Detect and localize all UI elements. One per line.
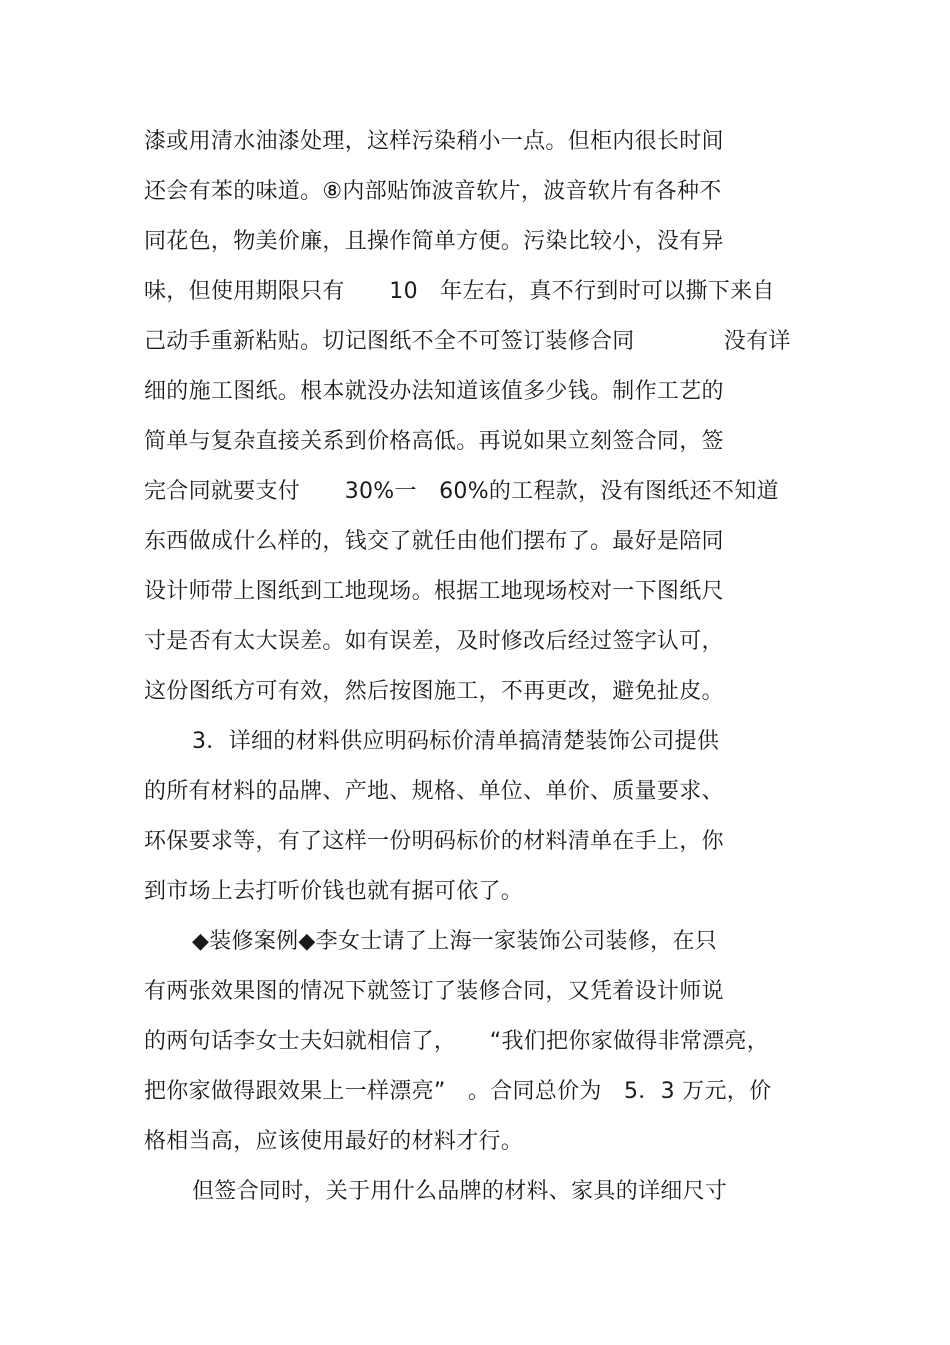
text-line: 的所有材料的品牌、产地、规格、单位、单价、质量要求、 [144,779,724,804]
paragraph-start-line: 3．详细的材料供应明码标价清单搞清楚装饰公司提供 [192,729,720,754]
text-line: 把你家做得跟效果上一样漂亮” 。合同总价为 5．3 万元，价 [144,1079,772,1104]
text-line: 完合同就要支付 30%一 60%的工程款，没有图纸还不知道 [144,479,779,504]
text-line: 己动手重新粘贴。切记图纸不全不可签订装修合同 没有详 [144,329,791,354]
text-line: 寸是否有太大误差。如有误差，及时修改后经过签字认可， [144,629,724,654]
text-line: 同花色，物美价廉，且操作简单方便。污染比较小，没有异 [144,229,724,254]
text-line: 漆或用清水油漆处理，这样污染稍小一点。但柜内很长时间 [144,129,724,154]
text-line: 环保要求等，有了这样一份明码标价的材料清单在手上，你 [144,829,724,854]
paragraph-start-line: ◆装修案例◆李女士请了上海一家装饰公司装修，在只 [192,929,718,954]
text-line: 的两句话李女士夫妇就相信了， “我们把你家做得非常漂亮， [144,1029,770,1054]
text-line: 细的施工图纸。根本就没办法知道该值多少钱。制作工艺的 [144,379,724,404]
paragraph-start-line: 但签合同时，关于用什么品牌的材料、家具的详细尺寸 [192,1179,728,1204]
text-line: 还会有苯的味道。⑧内部贴饰波音软片，波音软片有各种不 [144,179,722,204]
text-line: 味，但使用期限只有 10 年左右，真不行到时可以撕下来自 [144,279,775,304]
text-line: 格相当高，应该使用最好的材料才行。 [144,1129,524,1154]
text-line: 东西做成什么样的，钱交了就任由他们摆布了。最好是陪同 [144,529,724,554]
text-line: 到市场上去打听价钱也就有据可依了。 [144,879,524,904]
text-line: 这份图纸方可有效，然后按图施工，不再更改，避免扯皮。 [144,679,724,704]
text-line: 设计师带上图纸到工地现场。根据工地现场校对一下图纸尺 [144,579,724,604]
text-line: 有两张效果图的情况下就签订了装修合同，又凭着设计师说 [144,979,724,1004]
text-line: 简单与复杂直接关系到价格高低。再说如果立刻签合同，签 [144,429,724,454]
